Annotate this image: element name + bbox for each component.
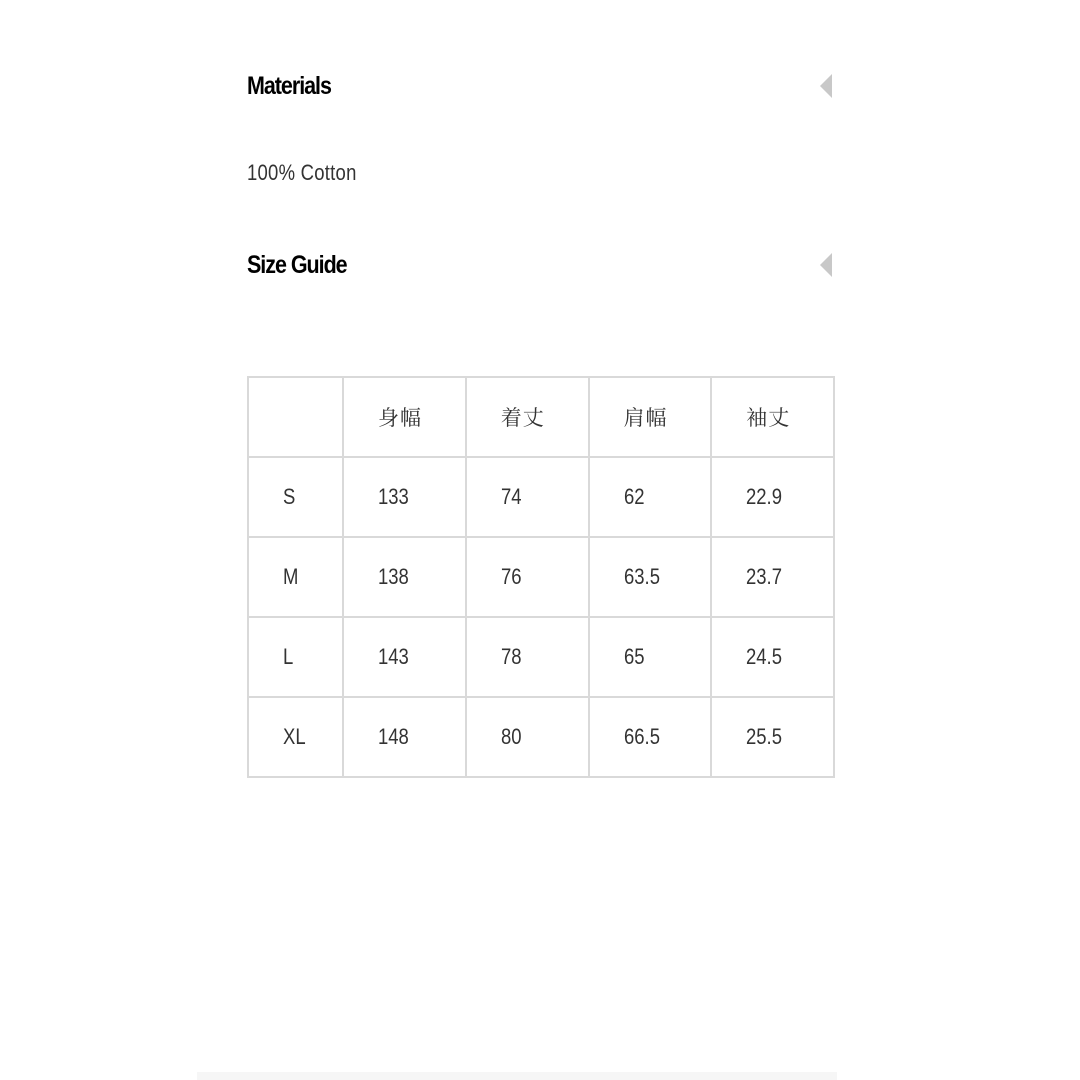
table-cell: 62: [589, 457, 712, 537]
size-guide-table: [247, 376, 835, 778]
table-row: [248, 617, 834, 697]
table-cell: 133: [343, 457, 466, 537]
table-cell: 24.5: [711, 617, 834, 697]
table-cell: 74: [466, 457, 589, 537]
table-header-row: [248, 377, 834, 457]
table-cell: 78: [466, 617, 589, 697]
table-cell: 143: [343, 617, 466, 697]
bottom-divider: [197, 1072, 837, 1080]
table-cell: 63.5: [589, 537, 712, 617]
materials-accordion-header[interactable]: [247, 66, 833, 106]
table-row: [248, 537, 834, 617]
materials-content: 100% Cotton: [247, 160, 357, 185]
table-cell: 25.5: [711, 697, 834, 777]
table-row: [248, 697, 834, 777]
size-label-cell: M: [248, 537, 343, 617]
table-header-cell: 肩幅: [589, 377, 712, 457]
table-header-cell: 着丈: [466, 377, 589, 457]
table-cell: 66.5: [589, 697, 712, 777]
size-label-cell: XL: [248, 697, 343, 777]
table-header-cell: [248, 377, 343, 457]
table-cell: 22.9: [711, 457, 834, 537]
size-guide-accordion-header[interactable]: [247, 245, 833, 285]
table-cell: 23.7: [711, 537, 834, 617]
table-cell: 138: [343, 537, 466, 617]
product-details-panel: [247, 0, 833, 1080]
size-label-cell: L: [248, 617, 343, 697]
size-label-cell: S: [248, 457, 343, 537]
caret-left-icon[interactable]: [819, 253, 833, 277]
table-header-cell: 袖丈: [711, 377, 834, 457]
table-row: [248, 457, 834, 537]
caret-left-icon[interactable]: [819, 74, 833, 98]
materials-title: Materials: [247, 71, 331, 100]
table-header-cell: 身幅: [343, 377, 466, 457]
table-cell: 80: [466, 697, 589, 777]
table-cell: 148: [343, 697, 466, 777]
size-guide-title: Size Guide: [247, 250, 347, 279]
table-cell: 76: [466, 537, 589, 617]
table-cell: 65: [589, 617, 712, 697]
